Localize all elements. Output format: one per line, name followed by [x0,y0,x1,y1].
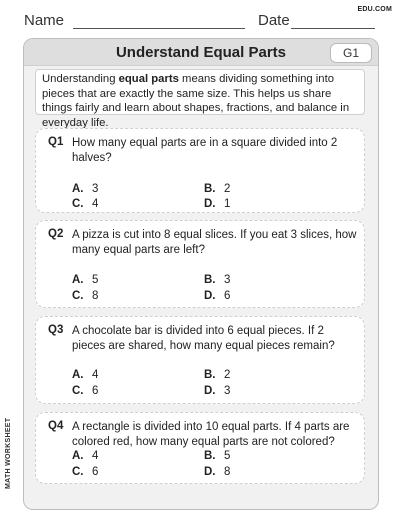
side-label: MATH WORKSHEET [5,417,12,489]
option-b[interactable] [204,450,230,462]
option-value: 3 [224,274,231,286]
option-letter: C. [72,290,84,302]
option-value: 8 [92,290,99,302]
option-value: 3 [92,183,99,195]
option-letter: A. [72,450,84,462]
option-value: 6 [224,290,231,302]
option-letter: B. [204,183,216,195]
question-text: A chocolate bar is divided into 6 equal pieces. If 2 pieces are shared, how many equal pieces remain? [72,325,335,352]
intro-text-end: means dividing something into pieces that are exactly the same size. This helps us share things fairly and learn about shapes, fractions, and balance in everyday life. [42,73,350,129]
option-b[interactable] [204,183,230,195]
intro-text-start: Understanding [42,73,119,85]
option-b[interactable] [204,274,230,286]
option-letter: C. [72,385,84,397]
brand-logo: EDU.COM [357,6,392,13]
option-d[interactable] [204,385,230,397]
question-card [35,316,365,404]
option-letter: D. [204,466,216,478]
option-value: 4 [92,198,99,210]
option-letter: B. [204,274,216,286]
option-value: 3 [224,385,231,397]
question-card [35,128,365,213]
worksheet-header [24,39,378,66]
option-value: 8 [224,466,231,478]
option-a[interactable] [72,450,98,462]
option-value: 5 [224,450,231,462]
option-b[interactable] [204,369,230,381]
option-letter: B. [204,450,216,462]
option-letter: C. [72,198,84,210]
worksheet-title: Understand Equal Parts [115,44,287,61]
question-number: Q2 [48,228,64,240]
option-d[interactable] [204,290,230,302]
option-value: 5 [92,274,99,286]
option-c[interactable] [72,290,98,302]
question-number: Q4 [48,420,64,432]
question-text: How many equal parts are in a square divided into 2 halves? [72,137,338,164]
question-text: A rectangle is divided into 10 equal parts. If 4 parts are colored red, how many equal parts are not colored? [72,421,350,448]
option-value: 6 [92,466,99,478]
option-letter: A. [72,183,84,195]
option-value: 4 [92,450,99,462]
option-value: 2 [224,369,231,381]
option-value: 6 [92,385,99,397]
question-card [35,412,365,484]
name-label: Name [24,12,65,29]
option-letter: D. [204,198,216,210]
option-c[interactable] [72,385,98,397]
name-field-line[interactable] [73,28,245,29]
option-a[interactable] [72,369,98,381]
option-a[interactable] [72,183,98,195]
option-letter: C. [72,466,84,478]
option-letter: D. [204,290,216,302]
option-value: 1 [224,198,231,210]
option-value: 2 [224,183,231,195]
option-d[interactable] [204,198,230,210]
date-field-line[interactable] [291,28,375,29]
option-letter: A. [72,274,84,286]
intro-text-box [35,69,365,129]
question-number: Q1 [48,136,64,148]
intro-bold-term: equal parts [118,73,179,85]
option-d[interactable] [204,466,230,478]
option-letter: A. [72,369,84,381]
date-label: Date [258,12,290,29]
option-c[interactable] [72,466,98,478]
grade-badge: G1 [330,43,372,63]
option-letter: D. [204,385,216,397]
option-a[interactable] [72,274,98,286]
option-letter: B. [204,369,216,381]
question-text: A pizza is cut into 8 equal slices. If you eat 3 slices, how many equal parts are left? [72,229,357,256]
question-number: Q3 [48,324,64,336]
question-card [35,220,365,308]
option-c[interactable] [72,198,98,210]
option-value: 4 [92,369,99,381]
